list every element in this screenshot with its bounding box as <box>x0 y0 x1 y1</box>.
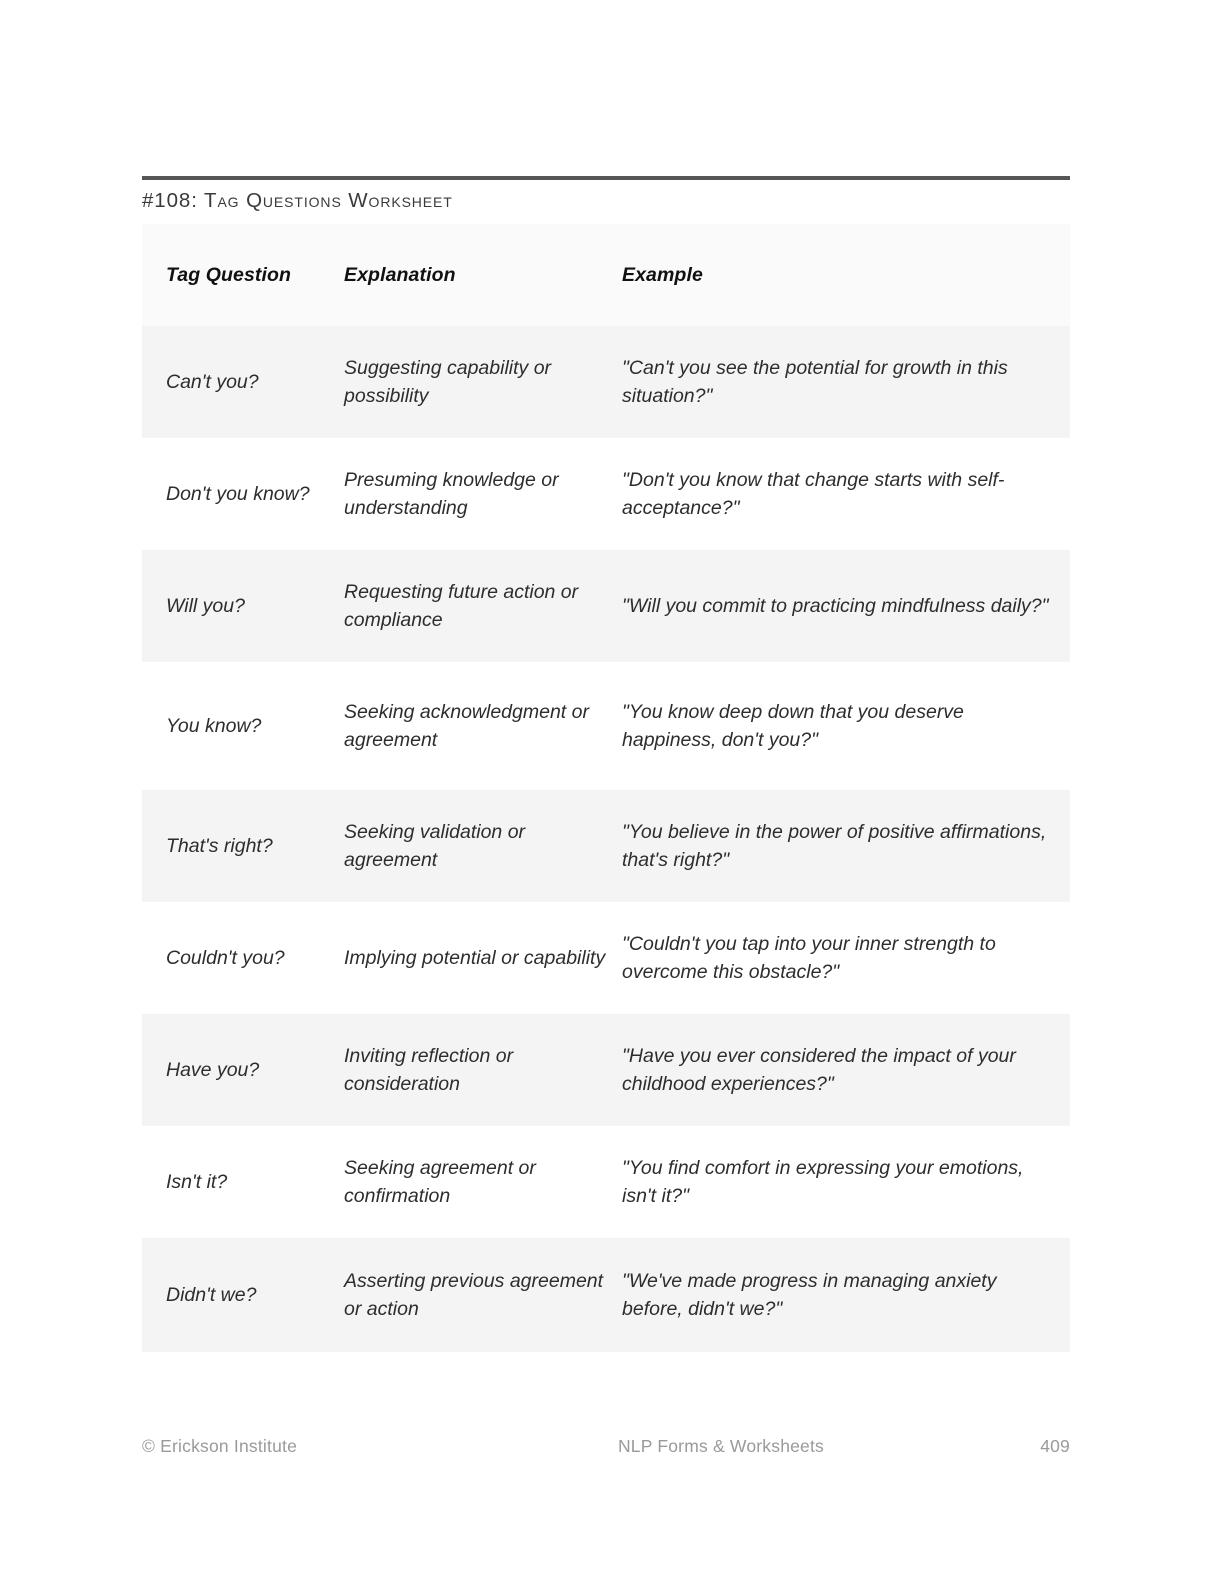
cell-tag-question: Have you? <box>166 1059 260 1081</box>
cell-explanation: Requesting future action or compliance <box>344 581 579 631</box>
page-footer <box>142 1436 1070 1457</box>
cell-example: "You believe in the power of positive affirmations, that's right?" <box>622 821 1047 871</box>
cell-example: "Will you commit to practicing mindfulness daily?" <box>622 595 1049 617</box>
table-row <box>142 438 1070 550</box>
cell-example: "Can't you see the potential for growth in this situation?" <box>622 357 1008 407</box>
cell-tag-question: Will you? <box>166 595 245 617</box>
page-header <box>142 176 1070 213</box>
cell-example: "We've made progress in managing anxiety before, didn't we?" <box>622 1270 997 1320</box>
cell-explanation: Inviting reflection or consideration <box>344 1045 514 1095</box>
table-row <box>142 1238 1070 1352</box>
cell-explanation: Seeking agreement or confirmation <box>344 1157 536 1207</box>
column-header-example: Example <box>622 263 703 286</box>
column-header-tag-question: Tag Question <box>166 263 292 286</box>
header-rule <box>142 176 1070 180</box>
table-row <box>142 326 1070 438</box>
cell-explanation: Implying potential or capability <box>344 947 606 969</box>
cell-tag-question: Didn't we? <box>166 1284 257 1306</box>
tag-questions-table <box>142 224 1070 1352</box>
cell-tag-question: Isn't it? <box>166 1171 228 1193</box>
table-row <box>142 662 1070 790</box>
cell-explanation: Presuming knowledge or understanding <box>344 469 559 519</box>
column-header-explanation: Explanation <box>344 263 456 286</box>
cell-tag-question: Couldn't you? <box>166 947 285 969</box>
cell-explanation: Seeking validation or agreement <box>344 821 526 871</box>
cell-tag-question: That's right? <box>166 835 273 857</box>
cell-example: "Have you ever considered the impact of your childhood experiences?" <box>622 1045 1016 1095</box>
cell-tag-question: Can't you? <box>166 371 259 393</box>
footer-page-number: 409 <box>1040 1436 1070 1456</box>
table-header-row <box>142 224 1070 326</box>
cell-example: "You know deep down that you deserve happiness, don't you?" <box>622 701 964 751</box>
footer-section: NLP Forms & Worksheets <box>617 1436 825 1456</box>
table-row <box>142 790 1070 902</box>
cell-explanation: Suggesting capability or possibility <box>344 357 552 407</box>
cell-example: "You find comfort in expressing your emotions, isn't it?" <box>622 1157 1024 1207</box>
cell-example: "Couldn't you tap into your inner strength to overcome this obstacle?" <box>622 933 996 983</box>
cell-explanation: Seeking acknowledgment or agreement <box>344 701 589 751</box>
table-row <box>142 1126 1070 1238</box>
table-row <box>142 1014 1070 1126</box>
table-row <box>142 902 1070 1014</box>
table-row <box>142 550 1070 662</box>
cell-example: "Don't you know that change starts with self-acceptance?" <box>622 469 1005 519</box>
page-title: #108: Tag Questions Worksheet <box>142 189 453 212</box>
cell-tag-question: Don't you know? <box>166 483 310 505</box>
cell-tag-question: You know? <box>166 715 262 737</box>
footer-copyright: © Erickson Institute <box>142 1436 298 1456</box>
cell-explanation: Asserting previous agreement or action <box>344 1270 604 1320</box>
